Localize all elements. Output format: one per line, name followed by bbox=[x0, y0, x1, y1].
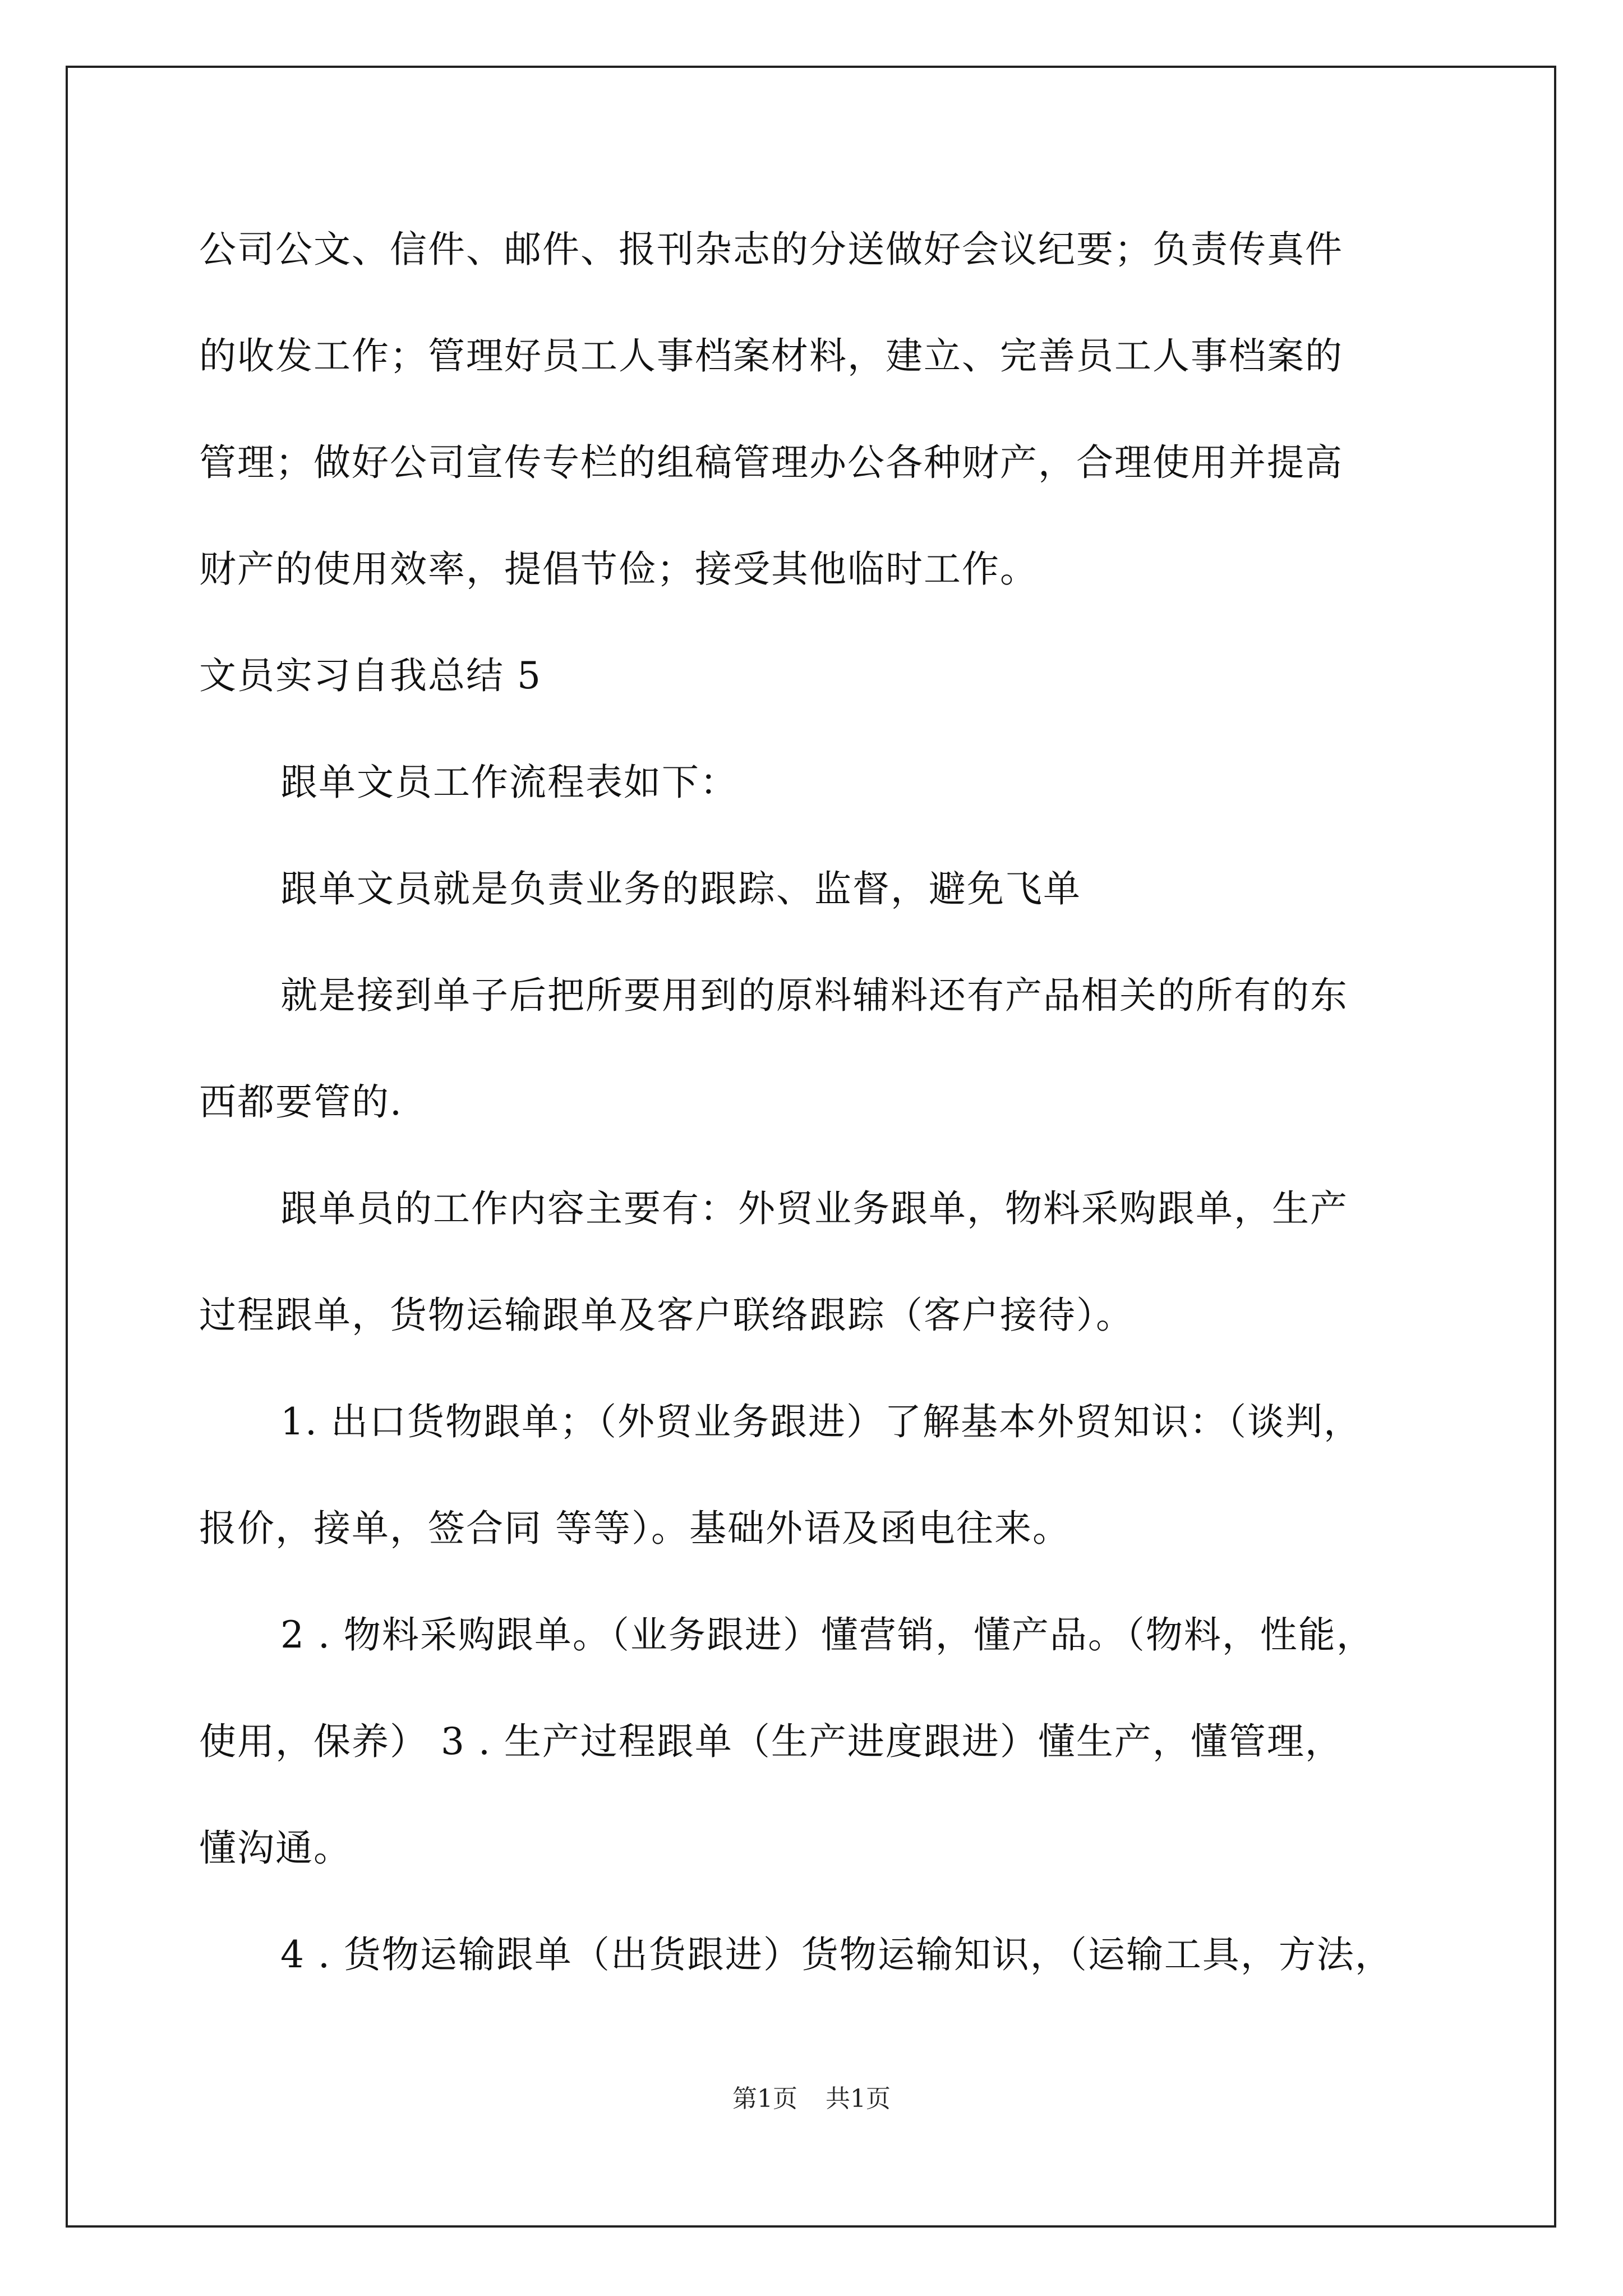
paragraph-line: 就是接到单子后把所要用到的原料辅料还有产品相关的所有的东 bbox=[280, 974, 1348, 1017]
paragraph-line: 跟单文员就是负责业务的跟踪、监督，避免飞单 bbox=[280, 867, 1081, 910]
paragraph-line: 4 . 货物运输跟单（出货跟进）货物运输知识，（运输工具，方法， bbox=[280, 1933, 1393, 1976]
section-heading: 文员实习自我总结 5 bbox=[199, 654, 542, 697]
paragraph-line: 使用，保养） 3 . 生产过程跟单（生产进度跟进）懂生产，懂管理， bbox=[199, 1720, 1343, 1763]
paragraph-line: 1. 出口货物跟单；（外贸业务跟进）了解基本外贸知识：（谈判， bbox=[280, 1400, 1362, 1443]
paragraph-line: 过程跟单，货物运输跟单及客户联络跟踪（客户接待）。 bbox=[199, 1294, 1134, 1337]
paragraph-line: 西都要管的. bbox=[199, 1080, 403, 1124]
page-footer bbox=[0, 2087, 1623, 2111]
page-number-current: 第1页 bbox=[732, 2085, 797, 2113]
paragraph-line: 管理；做好公司宣传专栏的组稿管理办公各种财产，合理使用并提高 bbox=[199, 441, 1343, 484]
page-border bbox=[66, 66, 1556, 2228]
paragraph-line: 跟单员的工作内容主要有：外贸业务跟单，物料采购跟单，生产 bbox=[280, 1187, 1348, 1230]
paragraph-line: 报价，接单，签合同 等等）。基础外语及函电往来。 bbox=[199, 1507, 1071, 1550]
paragraph-line: 跟单文员工作流程表如下： bbox=[280, 761, 738, 804]
paragraph-line: 财产的使用效率，提倡节俭；接受其他临时工作。 bbox=[199, 547, 1038, 591]
paragraph-line: 懂沟通。 bbox=[199, 1826, 352, 1870]
paragraph-line: 的收发工作；管理好员工人事档案材料，建立、完善员工人事档案的 bbox=[199, 334, 1343, 378]
paragraph-line: 公司公文、信件、邮件、报刊杂志的分送做好会议纪要；负责传真件 bbox=[199, 228, 1343, 271]
paragraph-line: 2 . 物料采购跟单。（业务跟进）懂营销，懂产品。（物料，性能， bbox=[280, 1613, 1375, 1657]
page-number-total: 共1页 bbox=[826, 2085, 891, 2113]
